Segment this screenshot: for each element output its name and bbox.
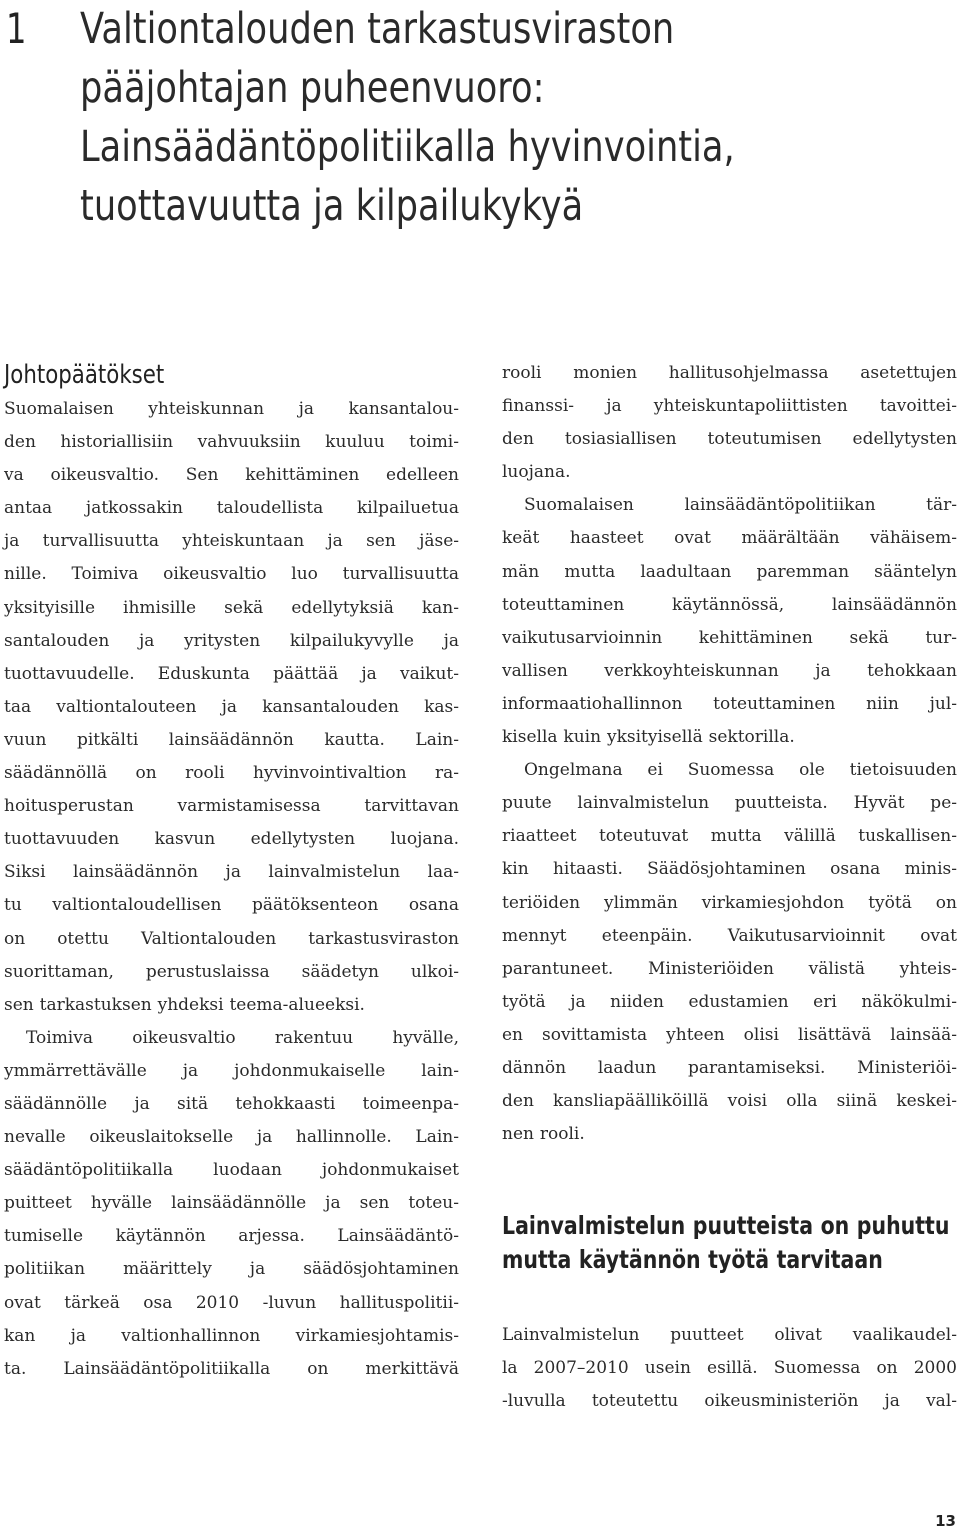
text-line: riaatteet toteutuvat mutta välillä tuskallisen- [502,826,957,847]
chapter-title-line: tuottavuutta ja kilpailukykyä [80,181,584,231]
text-line: parantuneet. Ministeriöiden välistä yhteis- [502,958,957,979]
text-line: toteuttaminen käytännössä, lainsäädännön [502,594,957,615]
text-line: keät haasteet ovat määrältään vähäisem- [502,528,957,549]
text-line: tuottavuudelle. Eduskunta päättää ja vaikut- [4,663,459,684]
text-line: työtä ja niiden edustamien eri näkökulmi- [502,991,957,1012]
chapter-number: 1 [6,4,27,53]
text-line: Lainvalmistelun puutteet olivat vaalikaudel- [502,1325,957,1346]
text-line: ymmärrettävälle ja johdonmukaiselle lain- [4,1060,459,1081]
text-line: nille. Toimiva oikeusvaltio luo turvallisuutta [4,564,459,585]
text-line: antaa jatkossakin taloudellista kilpailuetua [4,498,459,519]
chapter-title-line: Lainsäädäntöpolitiikalla hyvinvointia, [80,122,735,172]
text-line: puute lainvalmistelun puutteista. Hyvät pe- [502,793,957,814]
text-line: teriöiden ylimmän virkamiesjohdon työtä on [502,892,957,913]
text-line: den tosiasiallisen toteutumisen edellytysten [502,429,957,450]
chapter-title-line: pääjohtajan puheenvuoro: [80,63,545,113]
text-line: säädännölle ja sitä tehokkaasti toimeenpa- [4,1093,459,1114]
text-line: la 2007–2010 usein esillä. Suomessa on 2000 [502,1358,957,1379]
text-line: informaatiohallinnon toteuttaminen niin jul- [502,693,957,714]
text-line: tuottavuuden kasvun edellytysten luojana. [4,829,459,850]
text-line: sen tarkastuksen yhdeksi teema-alueeksi. [4,994,365,1015]
text-line: Suomalaisen lainsäädäntöpolitiikan tär- [524,495,957,516]
text-line: säädäntöpolitiikalla luodaan johdonmukaiset [4,1160,459,1181]
text-line: tumiselle käytännön arjessa. Lainsäädäntö- [4,1226,459,1247]
text-line: Suomalaisen yhteiskunnan ja kansantalou- [4,399,459,419]
text-line: politiikan määrittely ja säädösjohtaminen [4,1259,459,1280]
text-line: finanssi- ja yhteiskuntapoliittisten tavoittei- [502,396,957,417]
subheading-block [502,1209,957,1277]
text-line: män mutta laadultaan paremman sääntelyn [502,561,957,582]
text-line: rooli monien hallitusohjelmassa asetettujen [502,363,957,383]
left-column [4,357,459,1386]
text-line: hoitusperustan varmistamisessa tarvittavan [4,796,459,817]
chapter-title-line: Valtiontalouden tarkastusviraston [80,4,675,54]
text-line: Ongelmana ei Suomessa ole tietoisuuden [524,760,957,781]
text-line: tu valtiontaloudellisen päätöksenteon osana [4,895,459,916]
page-number: 13 [935,1512,956,1530]
text-line: en sovittamista yhteen olisi lisättävä lainsää- [502,1024,957,1045]
text-line: den historiallisiin vahvuuksiin kuuluu toimi- [4,432,459,453]
chapter-title [80,0,818,236]
right-column-body [502,357,957,1151]
right-column [502,357,957,1419]
text-line: den kansliapäälliköillä voisi olla siinä keskei- [502,1091,957,1112]
text-line: vallisen verkkoyhteiskunnan ja tehokkaan [502,660,957,681]
text-line: luojana. [502,462,571,483]
section-heading-lainvalmistelu: Lainvalmistelun puutteista on puhuttu [502,1211,950,1241]
text-line: ja turvallisuutta yhteiskuntaan ja sen jäse- [4,531,459,552]
text-line: puitteet hyvälle lainsäädännölle ja sen toteu- [4,1193,459,1214]
text-line: dännön laadun parantamiseksi. Ministeriöi- [502,1057,957,1078]
text-line: ta. Lainsäädäntöpolitiikalla on merkittävä [4,1358,459,1379]
section-heading-johtopaatokset: Johtopäätökset [4,360,165,390]
text-line: säädännöllä on rooli hyvinvointivaltion ra- [4,763,459,784]
text-line: nen rooli. [502,1124,585,1145]
text-line: va oikeusvaltio. Sen kehittäminen edelleen [4,465,459,486]
left-column-body [4,393,459,1386]
right-column-body-2 [502,1319,957,1418]
text-line: taa valtiontalouteen ja kansantalouden kas- [4,696,459,717]
text-line: on otettu Valtiontalouden tarkastusviraston [4,928,459,949]
text-line: suorittaman, perustuslaissa säädetyn ulkoi- [4,961,459,982]
text-line: santalouden ja yritysten kilpailukyvylle ja [4,630,459,651]
text-line: vuun pitkälti lainsäädännön kautta. Lain- [4,729,459,750]
text-line: mennyt eteenpäin. Vaikutusarvioinnit ovat [502,925,957,946]
text-line: ovat tärkeä osa 2010 -luvun hallituspolitii- [4,1292,459,1313]
text-line: kisella kuin yksityisellä sektorilla. [502,727,795,748]
text-line: Toimiva oikeusvaltio rakentuu hyvälle, [26,1027,459,1048]
text-line: yksityisille ihmisille sekä edellytyksiä kan- [4,597,459,618]
text-line: -luvulla toteutettu oikeusministeriön ja val- [502,1391,957,1412]
text-line: Siksi lainsäädännön ja lainvalmistelun laa- [4,862,459,883]
text-line: kin hitaasti. Säädösjohtaminen osana minis- [502,859,957,880]
text-line: nevalle oikeuslaitokselle ja hallinnolle. Lain- [4,1127,459,1148]
text-line: vaikutusarvioinnin kehittäminen sekä tur- [502,627,957,648]
text-line: kan ja valtionhallinnon virkamiesjohtamis- [4,1325,459,1346]
section-heading-lainvalmistelu: mutta käytännön työtä tarvitaan [502,1245,883,1275]
